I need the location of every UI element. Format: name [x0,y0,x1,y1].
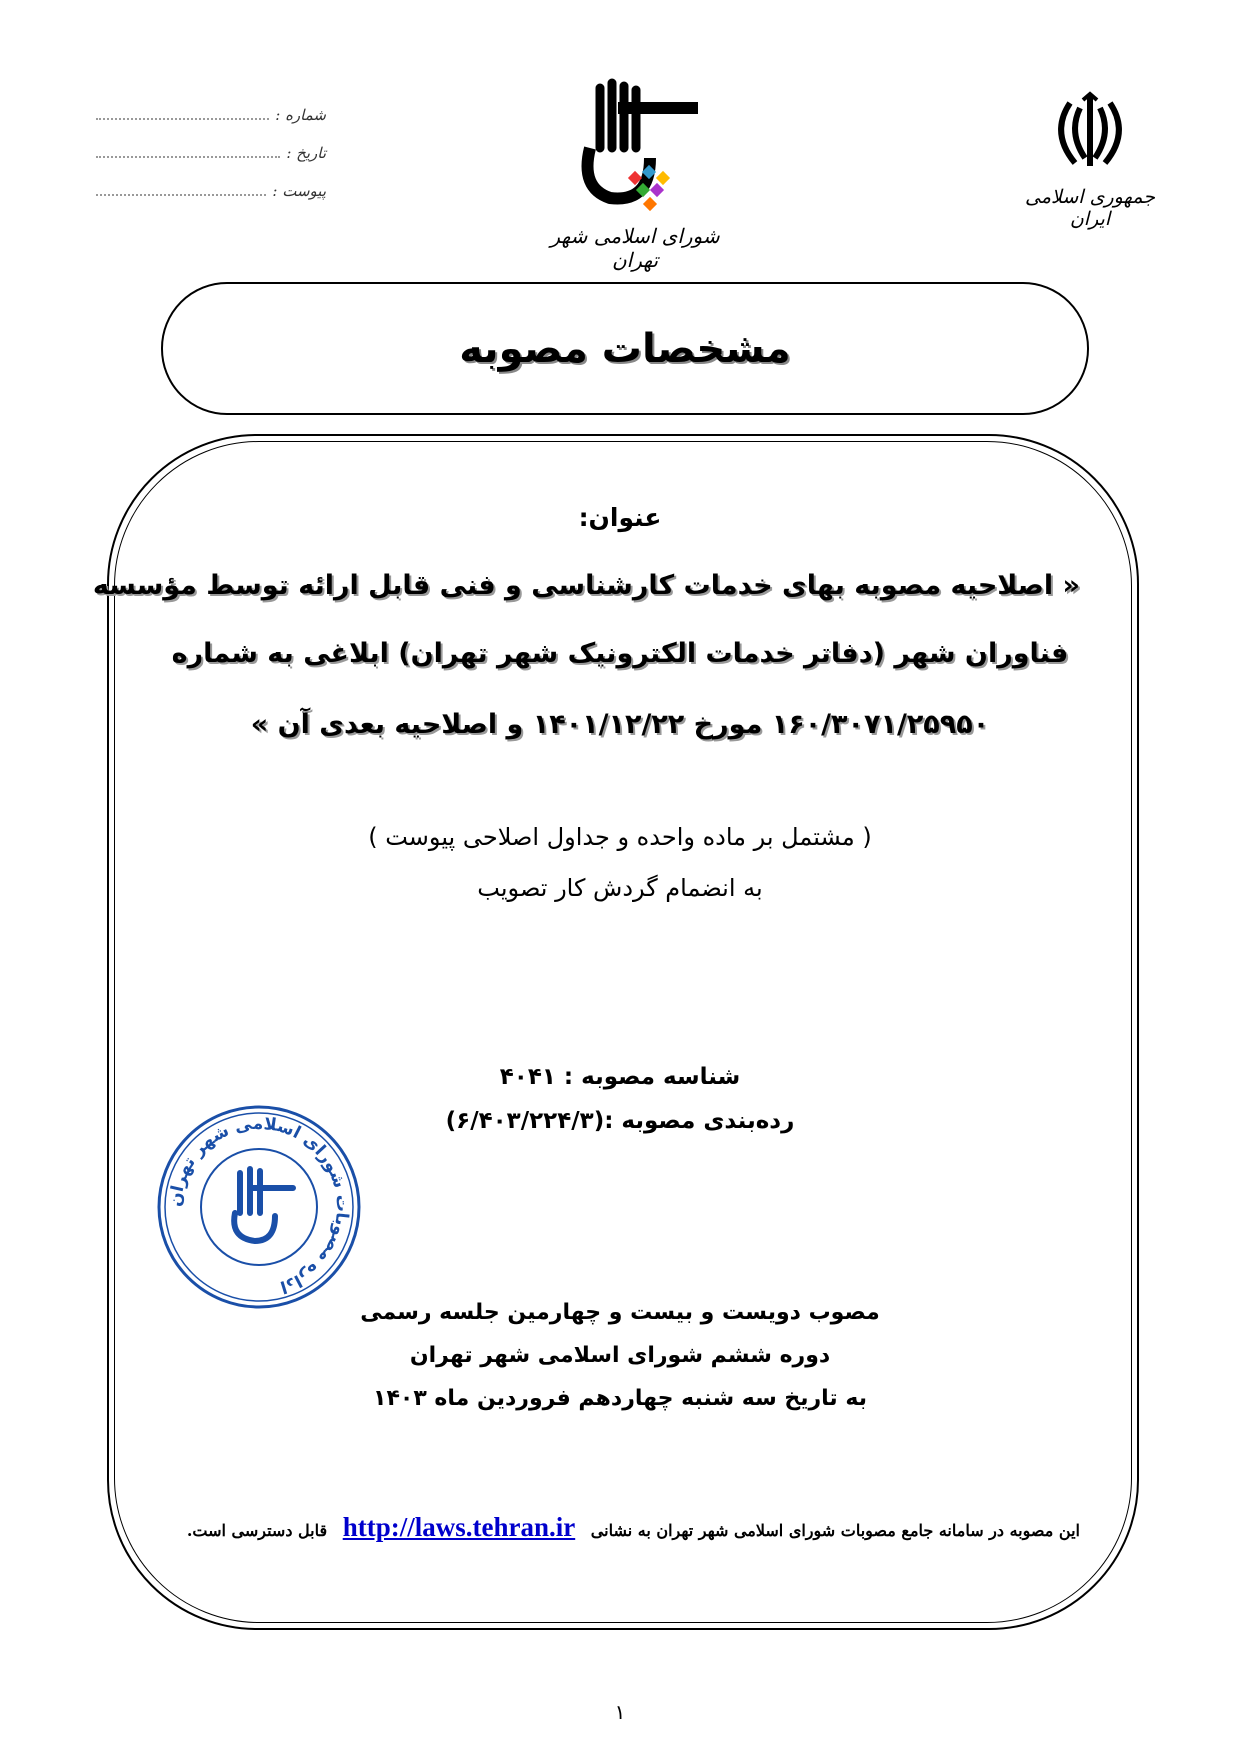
title-line-2: فناوران شهر (دفاتر خدمات الکترونیک شهر تهران) ابلاغی به شماره [171,638,1069,669]
date-field: تاریخ : [96,134,326,172]
title-line-1: « اصلاحیه مصوبه بهای خدمات کارشناسی و فنی قابل ارائه توسط مؤسسه [92,570,1080,601]
official-stamp [155,1103,363,1311]
approval-line-1: مصوب دویست و بیست و چهارمین جلسه رسمی [360,1300,880,1325]
attachment-field: پیوست : [96,172,326,210]
iran-emblem-icon [1045,88,1135,178]
stamp-icon [155,1103,363,1311]
council-logo: شورای اسلامی شهر تهران [530,78,740,272]
letterhead-fields [96,96,326,210]
page-title: مشخصات مصوبه [459,325,791,372]
classification: رده‌بندی مصوبه :(۶/۴۰۳/۲۲۴/۳) [445,1108,795,1134]
page-number: ۱ [614,1700,626,1724]
approval-line-2: دوره ششم شورای اسلامی شهر تهران [409,1343,831,1368]
resolution-id: شناسه مصوبه : ۴۰۴۱ [499,1064,741,1090]
iran-emblem: جمهوری اسلامی ایران [1010,88,1170,230]
laws-link[interactable]: http://laws.tehran.ir [342,1512,576,1542]
title-line-3: ۱۶۰/۳۰۷۱/۲۵۹۵۰ مورخ ۱۴۰۱/۱۲/۲۲ و اصلاحیه بعدی آن » [250,709,990,740]
subtitle-line-1: ( مشتمل بر ماده واحده و جداول اصلاحی پیوست ) [368,823,872,851]
subject-heading: عنوان: [578,503,662,532]
header-box [161,282,1089,415]
main-frame [92,434,1139,1630]
subtitle-line-2: به انضمام گردش کار تصویب [477,874,763,902]
svg-text:اداره مصوبات شورای اسلامی شهر: اداره مصوبات شورای اسلامی شهر تهران [165,1113,353,1297]
approval-line-3: به تاریخ سه شنبه چهاردهم فروردین ماه ۱۴۰۳ [373,1386,867,1411]
footer-note: این مصوبه در سامانه جامع مصوبات شورای اسلامی شهر تهران به نشانی http://laws.tehran.ir قابل دسترسی است. [186,1512,1080,1542]
council-logo-icon [560,78,710,218]
number-field: شماره : [96,96,326,134]
